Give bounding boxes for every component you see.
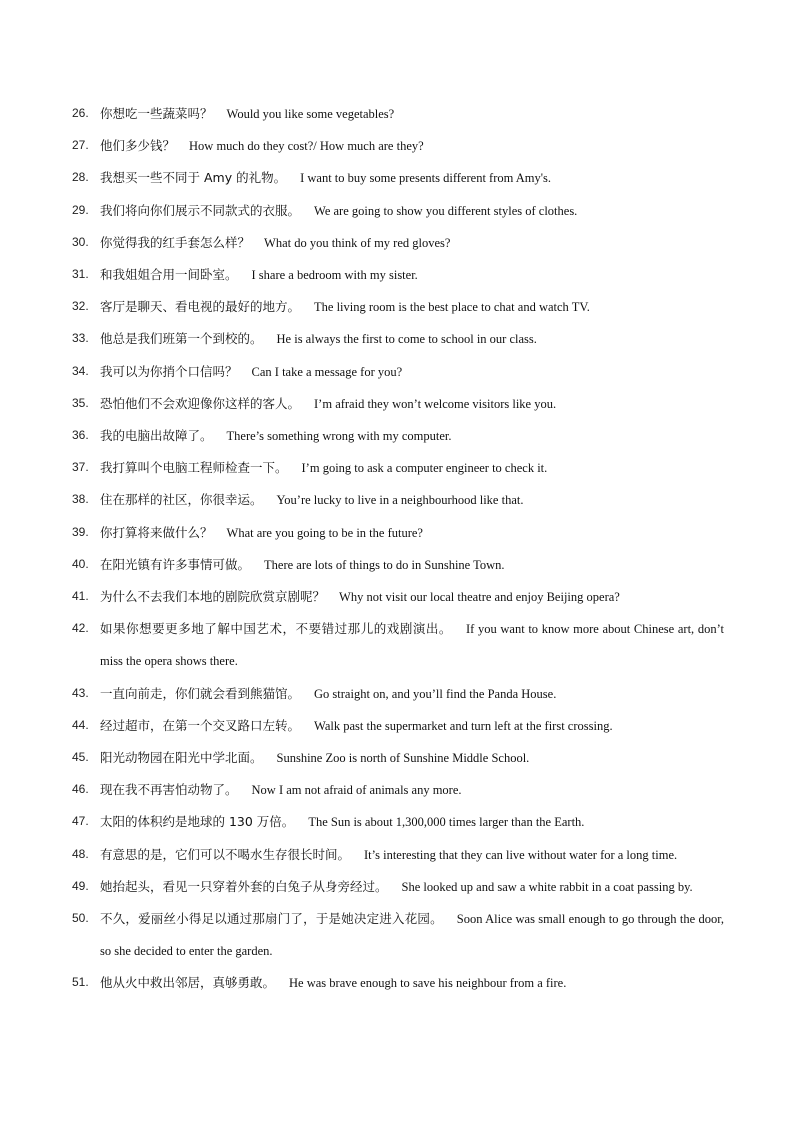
sentence-item: [72, 967, 724, 999]
english-text: I’m going to ask a computer engineer to check it.: [301, 461, 548, 476]
sentence-body: [100, 839, 724, 871]
sentence-number: 47.: [72, 814, 89, 829]
sentence-item: [72, 356, 724, 388]
sentence-number: 34.: [72, 363, 89, 378]
sentence-body: [100, 484, 724, 516]
sentence-item: [72, 678, 724, 710]
chinese-text: 为什么不去我们本地的剧院欣赏京剧呢？: [100, 589, 326, 605]
sentence-number: 43.: [72, 685, 89, 700]
chinese-text: 和我姐姐合用一间卧室。: [100, 267, 238, 283]
sentence-body: [100, 162, 724, 194]
chinese-text: 我打算叫个电脑工程师检查一下。: [100, 460, 288, 476]
chinese-text: 你想吃一些蔬菜吗？: [100, 106, 213, 121]
sentence-item: [72, 484, 724, 516]
chinese-text: 阳光动物园在阳光中学北面。: [100, 750, 263, 766]
sentence-number: 26.: [72, 106, 89, 120]
chinese-text: 现在我不再害怕动物了。: [100, 782, 238, 798]
sentence-body: [100, 806, 724, 838]
sentence-item: [72, 774, 724, 806]
english-text: Soon Alice was small enough to go through the door, so she decided to enter the garden.: [100, 912, 724, 959]
sentence-number: 37.: [72, 460, 89, 475]
chinese-text: 我想买一些不同于 Amy 的礼物。: [100, 170, 287, 186]
sentence-item: [72, 903, 724, 967]
english-text: I share a bedroom with my sister.: [251, 268, 418, 283]
sentence-body: [100, 98, 724, 130]
chinese-text: 恐怕他们不会欢迎像你这样的客人。: [100, 395, 301, 411]
english-text: It’s interesting that they can live without water for a long time.: [364, 847, 678, 862]
sentence-body: [100, 613, 724, 677]
sentence-body: [100, 130, 724, 162]
sentence-number: 31.: [72, 267, 89, 282]
sentence-body: [100, 388, 724, 420]
sentence-item: [72, 742, 724, 774]
sentence-number: 40.: [72, 556, 89, 571]
english-text: Why not visit our local theatre and enjoy Beijing opera?: [339, 590, 620, 605]
sentence-item: [72, 162, 724, 194]
sentence-item: [72, 871, 724, 903]
chinese-text: 他从火中救出邻居，真够勇敢。: [100, 975, 276, 991]
chinese-text: 他总是我们班第一个到校的。: [100, 331, 263, 347]
sentence-number: 30.: [72, 234, 89, 249]
english-text: She looked up and saw a white rabbit in a coat passing by.: [401, 879, 693, 894]
english-text: Go straight on, and you’ll find the Panda House.: [314, 686, 557, 701]
sentence-item: [72, 259, 724, 291]
english-text: The living room is the best place to chat and watch TV.: [314, 300, 590, 315]
sentence-item: [72, 388, 724, 420]
sentence-number: 33.: [72, 331, 89, 346]
chinese-text: 如果你想要更多地了解中国艺术，不要错过那儿的戏剧演出。: [100, 621, 452, 637]
sentence-body: [100, 323, 724, 355]
sentence-item: [72, 517, 724, 549]
sentence-body: [100, 291, 724, 323]
sentence-body: [100, 517, 724, 549]
sentence-number: 41.: [72, 589, 89, 604]
sentence-number: 32.: [72, 299, 89, 314]
sentence-body: [100, 967, 724, 999]
chinese-text: 你觉得我的红手套怎么样？: [100, 234, 251, 250]
english-text: What are you going to be in the future?: [226, 525, 423, 540]
sentence-body: [100, 259, 724, 291]
english-text: I want to buy some presents different from Amy's.: [300, 171, 552, 186]
sentence-item: [72, 291, 724, 323]
sentence-item: [72, 581, 724, 613]
sentence-number: 51.: [72, 975, 89, 990]
english-text: Can I take a message for you?: [251, 364, 403, 379]
chinese-text: 你打算将来做什么？: [100, 524, 213, 540]
sentence-body: [100, 903, 724, 967]
english-text: The Sun is about 1,300,000 times larger than the Earth.: [308, 815, 585, 830]
sentence-number: 50.: [72, 911, 89, 926]
sentence-number: 27.: [72, 138, 89, 153]
chinese-text: 不久，爱丽丝小得足以通过那扇门了，于是她决定进入花园。: [100, 911, 443, 927]
english-text: There’s something wrong with my computer.: [226, 429, 452, 444]
sentence-body: [100, 742, 724, 774]
english-text: He is always the first to come to school in our class.: [276, 332, 537, 347]
sentence-body: [100, 452, 724, 484]
english-text: Would you like some vegetables?: [226, 107, 395, 121]
sentence-number: 42.: [72, 621, 89, 636]
sentence-item: [72, 549, 724, 581]
chinese-text: 我的电脑出故障了。: [100, 428, 213, 444]
sentence-item: [72, 130, 724, 162]
sentence-body: [100, 195, 724, 227]
sentence-number: 28.: [72, 170, 89, 185]
english-text: There are lots of things to do in Sunshine Town.: [264, 557, 505, 572]
sentence-item: [72, 613, 724, 677]
english-text: He was brave enough to save his neighbour from a fire.: [289, 976, 567, 991]
english-text: Walk past the supermarket and turn left at the first crossing.: [314, 718, 613, 733]
sentence-item: [72, 710, 724, 742]
chinese-text: 客厅是聊天、看电视的最好的地方。: [100, 299, 301, 315]
chinese-text: 经过超市，在第一个交叉路口左转。: [100, 717, 301, 733]
english-text: We are going to show you different styles of clothes.: [314, 203, 578, 218]
sentence-item: [72, 323, 724, 355]
chinese-text: 我们将向你们展示不同款式的衣服。: [100, 202, 301, 218]
sentence-item: [72, 452, 724, 484]
chinese-text: 我可以为你捎个口信吗？: [100, 363, 238, 379]
sentence-body: [100, 420, 724, 452]
sentence-number: 45.: [72, 750, 89, 765]
sentence-number: 39.: [72, 524, 89, 539]
english-text: You’re lucky to live in a neighbourhood like that.: [276, 493, 524, 508]
sentence-body: [100, 227, 724, 259]
sentence-body: [100, 871, 724, 903]
sentence-item: [72, 839, 724, 871]
sentence-body: [100, 678, 724, 710]
chinese-text: 住在那样的社区，你很幸运。: [100, 492, 263, 508]
sentence-body: [100, 710, 724, 742]
english-text: What do you think of my red gloves?: [264, 235, 451, 250]
sentence-body: [100, 581, 724, 613]
sentence-number: 36.: [72, 428, 89, 443]
sentence-item: [72, 806, 724, 838]
sentence-item: [72, 195, 724, 227]
english-text: I’m afraid they won’t welcome visitors like you.: [314, 396, 557, 411]
sentence-body: [100, 356, 724, 388]
english-text: If you want to know more about Chinese art, don’t miss the opera shows there.: [100, 622, 724, 669]
english-text: Now I am not afraid of animals any more.: [251, 783, 462, 798]
chinese-text: 在阳光镇有许多事情可做。: [100, 556, 251, 572]
chinese-text: 他们多少钱？: [100, 138, 176, 154]
sentence-number: 35.: [72, 395, 89, 410]
english-text: Sunshine Zoo is north of Sunshine Middle School.: [276, 751, 530, 766]
chinese-text: 太阳的体积约是地球的 130 万倍。: [100, 814, 295, 830]
chinese-text: 她抬起头，看见一只穿着外套的白兔子从身旁经过。: [100, 878, 388, 894]
sentence-number: 44.: [72, 717, 89, 732]
sentence-item: [72, 98, 724, 130]
english-text: How much do they cost?/ How much are they?: [189, 139, 424, 154]
sentence-number: 48.: [72, 846, 89, 861]
chinese-text: 一直向前走，你们就会看到熊猫馆。: [100, 685, 301, 701]
chinese-text: 有意思的是，它们可以不喝水生存很长时间。: [100, 846, 351, 862]
sentence-item: [72, 227, 724, 259]
sentence-number: 29.: [72, 202, 89, 217]
sentence-body: [100, 774, 724, 806]
sentence-number: 46.: [72, 782, 89, 797]
sentence-list: [72, 98, 724, 1000]
sentence-body: [100, 549, 724, 581]
sentence-item: [72, 420, 724, 452]
sentence-number: 49.: [72, 878, 89, 893]
sentence-number: 38.: [72, 492, 89, 507]
